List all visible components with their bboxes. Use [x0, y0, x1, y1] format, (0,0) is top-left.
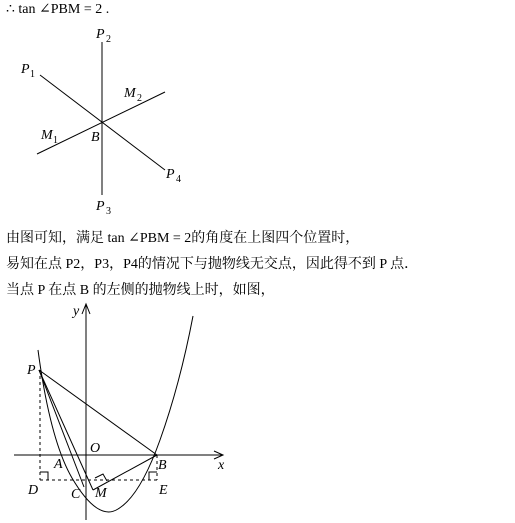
- label-E: E: [159, 483, 168, 498]
- label-D: D: [28, 483, 39, 498]
- label-B2: B: [158, 458, 167, 473]
- label-M2-sub: 2: [137, 93, 142, 104]
- label-P: P: [27, 363, 36, 378]
- label-O: O: [90, 441, 101, 456]
- label-M1: M: [41, 128, 53, 143]
- figure-parabola: [14, 304, 223, 520]
- label-P2: P: [96, 27, 105, 42]
- conclusion-line: ∴ tan ∠PBM = 2 .: [6, 2, 110, 17]
- label-y: y: [73, 304, 80, 319]
- parabola-curve: [38, 316, 193, 512]
- label-M2: M: [124, 86, 136, 101]
- right-angle-E: [149, 472, 157, 480]
- label-B: B: [91, 130, 100, 145]
- label-P1-sub: 1: [30, 69, 35, 80]
- figure-angle-positions: [37, 42, 165, 195]
- explanation-line-2: 易知在点 P2，P3，P4的情况下与抛物线无交点，因此得不到 P 点．: [6, 257, 419, 272]
- explanation-line-1: 由图可知，满足 tan ∠PBM = 2的角度在上图四个位置时，: [6, 231, 360, 246]
- label-M: M: [95, 486, 107, 501]
- label-x: x: [218, 458, 225, 473]
- label-C: C: [71, 487, 81, 502]
- label-P3-sub: 3: [106, 206, 111, 217]
- figure-angle-labels: [20, 27, 181, 217]
- label-P1: P: [21, 62, 30, 77]
- label-P3: P: [96, 199, 105, 214]
- right-angle-D: [40, 472, 48, 480]
- label-P2-sub: 2: [106, 34, 111, 45]
- segment-MB: [93, 455, 157, 490]
- explanation-line-3: 当点 P 在点 B 的左侧的抛物线上时，如图，: [6, 283, 275, 298]
- label-P4: P: [166, 167, 175, 182]
- label-A: A: [54, 457, 63, 472]
- label-P4-sub: 4: [176, 174, 181, 185]
- label-M1-sub: 1: [53, 135, 58, 146]
